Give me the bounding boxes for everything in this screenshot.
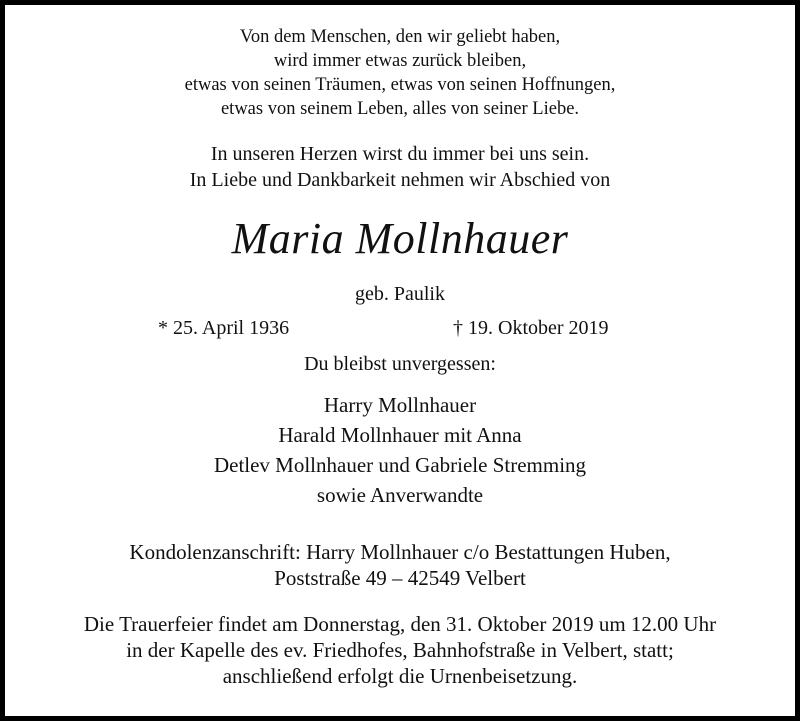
intro-line: In Liebe und Dankbarkeit nehmen wir Abschied von [189,169,611,191]
poem-line: etwas von seinen Träumen, etwas von seinen Hoffnungen, [184,75,616,95]
mourner: Harry Mollnhauer [323,393,477,417]
mourner: Detlev Mollnhauer und Gabriele Stremming [213,453,587,477]
remembrance-text: Du bleibst unvergessen: [304,353,496,375]
death-date-line [453,318,609,338]
poem-line: etwas von seinem Leben, alles von seiner Liebe. [220,99,580,119]
funeral-info: Die Trauerfeier findet am Donnerstag, den 31. Oktober 2019 um 12.00 Uhr [83,612,717,636]
funeral-info: anschließend erfolgt die Urnenbeisetzung. [222,664,578,688]
condolence-address: Kondolenzanschrift: Harry Mollnhauer c/o Bestattungen Huben, [129,540,671,564]
birth-name: geb. Paulik [355,283,445,305]
mourner: sowie Anverwandte [316,483,484,507]
condolence-address: Poststraße 49 – 42549 Velbert [274,566,526,590]
cross-icon: † [453,317,463,339]
birth-date-line [158,318,289,338]
birth-date: 25. April 1936 [173,317,290,339]
poem-line: Von dem Menschen, den wir geliebt haben, [239,27,561,47]
mourner: Harald Mollnhauer mit Anna [278,423,522,447]
birth-star-icon: * [158,317,168,339]
intro-line: In unseren Herzen wirst du immer bei uns sein. [210,143,590,165]
funeral-info: in der Kapelle des ev. Friedhofes, Bahnhofstraße in Velbert, statt; [126,638,674,662]
deceased-name: Maria Mollnhauer [231,214,569,263]
death-date: 19. Oktober 2019 [468,317,609,339]
poem-line: wird immer etwas zurück bleiben, [273,51,527,71]
